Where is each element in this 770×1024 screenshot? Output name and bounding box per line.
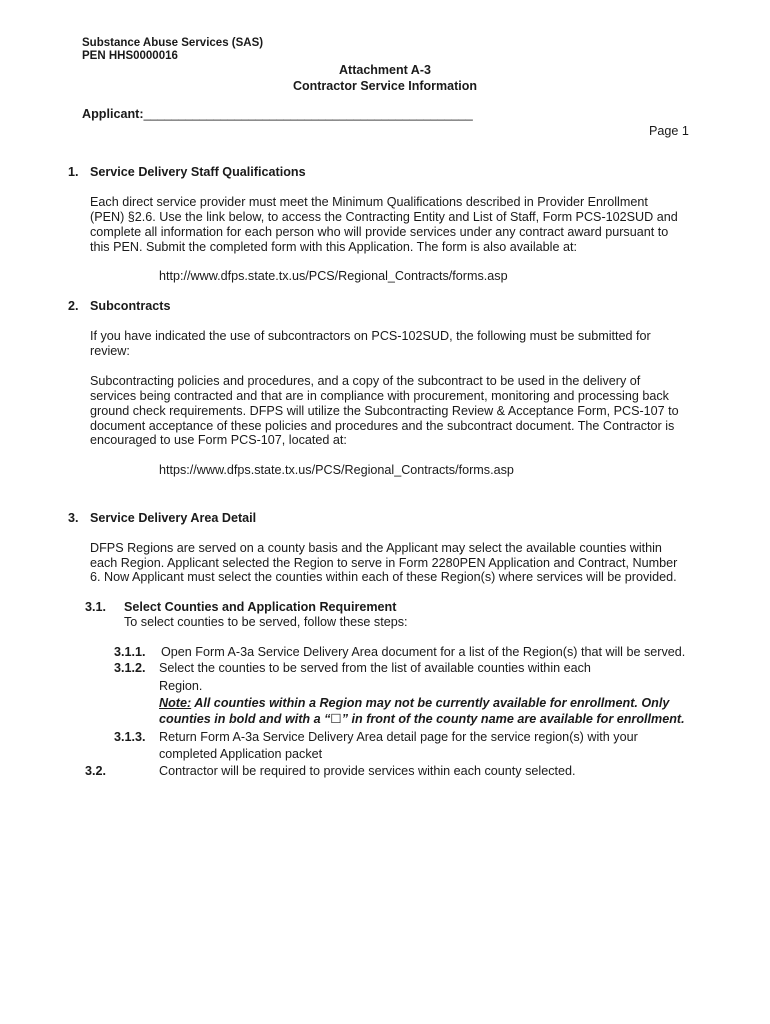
step-3-1-1-number: 3.1.1.	[114, 645, 146, 659]
applicant-label: Applicant:	[82, 107, 144, 121]
section-2-number: 2.	[68, 299, 79, 313]
section-2-line: If you have indicated the use of subcontractors on PCS-102SUD, the following must be submitted for	[90, 329, 651, 343]
step-3-1-2-number: 3.1.2.	[114, 661, 146, 675]
step-3-1-3-number: 3.1.3.	[114, 730, 146, 744]
note-line-1	[159, 696, 669, 711]
section-1-line: (PEN) §2.6. Use the link below, to access the Contracting Entity and List of Staff, Form PCS-102SUD and	[90, 210, 678, 224]
section-3-number: 3.	[68, 511, 79, 525]
subsection-3-2-text: Contractor will be required to provide services within each county selected.	[159, 764, 576, 778]
section-2-heading: Subcontracts	[90, 299, 171, 313]
note-line-2: counties in bold and with a “☐” in front of the county name are available for enrollment.	[159, 712, 685, 726]
attachment-title: Attachment A-3	[339, 63, 431, 77]
section-3-line: each Region. Applicant selected the Region to serve in Form 2280PEN Application and Contract, Number	[90, 556, 678, 570]
section-3-line: 6. Now Applicant must select the counties within each of these Region(s) where services will be provided.	[90, 570, 677, 584]
section-2-line: document acceptance of these policies and procedures and the subcontract document. The Contractor is	[90, 419, 675, 433]
subsection-3-1-number: 3.1.	[85, 600, 107, 614]
subsection-3-1-intro: To select counties to be served, follow these steps:	[124, 615, 408, 629]
subsection-3-1-heading: Select Counties and Application Requirement	[124, 600, 397, 614]
page-number: Page 1	[649, 124, 689, 138]
step-3-1-2-text-cont: Region.	[159, 679, 203, 693]
section-1-link[interactable]: http://www.dfps.state.tx.us/PCS/Regional_Contracts/forms.asp	[159, 269, 508, 283]
note-label: Note:	[159, 696, 192, 710]
pen-number: PEN HHS0000016	[82, 50, 178, 62]
subsection-3-2-number: 3.2.	[85, 764, 107, 778]
step-3-1-3-text: Return Form A-3a Service Delivery Area detail page for the service region(s) with your	[159, 730, 638, 744]
section-2-line: ground check requirements. DFPS will utilize the Subcontracting Review & Acceptance Form, PCS-107 to	[90, 404, 679, 418]
document-title: Contractor Service Information	[292, 79, 478, 93]
section-2-link[interactable]: https://www.dfps.state.tx.us/PCS/Regional_Contracts/forms.asp	[159, 463, 514, 477]
applicant-row	[82, 107, 473, 122]
section-1-line: complete all information for each person who will provide services under any contract award pursuant to	[90, 225, 669, 239]
step-3-1-1-text: Open Form A-3a Service Delivery Area document for a list of the Region(s) that will be served.	[161, 645, 686, 659]
step-3-1-2-text: Select the counties to be served from the list of available counties within each	[159, 661, 591, 675]
section-1-line: Each direct service provider must meet the Minimum Qualifications described in Provider Enrollment	[90, 195, 648, 209]
step-3-1-3-text-cont: completed Application packet	[159, 747, 323, 761]
org-name: Substance Abuse Services (SAS)	[82, 37, 264, 49]
section-2-line: services being contracted and that are in compliance with procurement, monitoring and processing back	[90, 389, 669, 403]
section-3-line: DFPS Regions are served on a county basis and the Applicant may select the available counties within	[90, 541, 662, 555]
section-2-line: review:	[90, 344, 130, 358]
note-text: All counties within a Region may not be currently available for enrollment. Only	[191, 696, 670, 710]
section-2-line: encouraged to use Form PCS-107, located at:	[90, 433, 347, 447]
section-1-line: this PEN. Submit the completed form with this Application. The form is also available at:	[90, 240, 577, 254]
section-1-heading: Service Delivery Staff Qualifications	[90, 165, 306, 179]
section-3-heading: Service Delivery Area Detail	[90, 511, 257, 525]
applicant-blank: _______________________________________________	[143, 107, 473, 121]
section-2-line: Subcontracting policies and procedures, and a copy of the subcontract to be used in the delivery of	[90, 374, 641, 388]
section-1-number: 1.	[68, 165, 79, 179]
